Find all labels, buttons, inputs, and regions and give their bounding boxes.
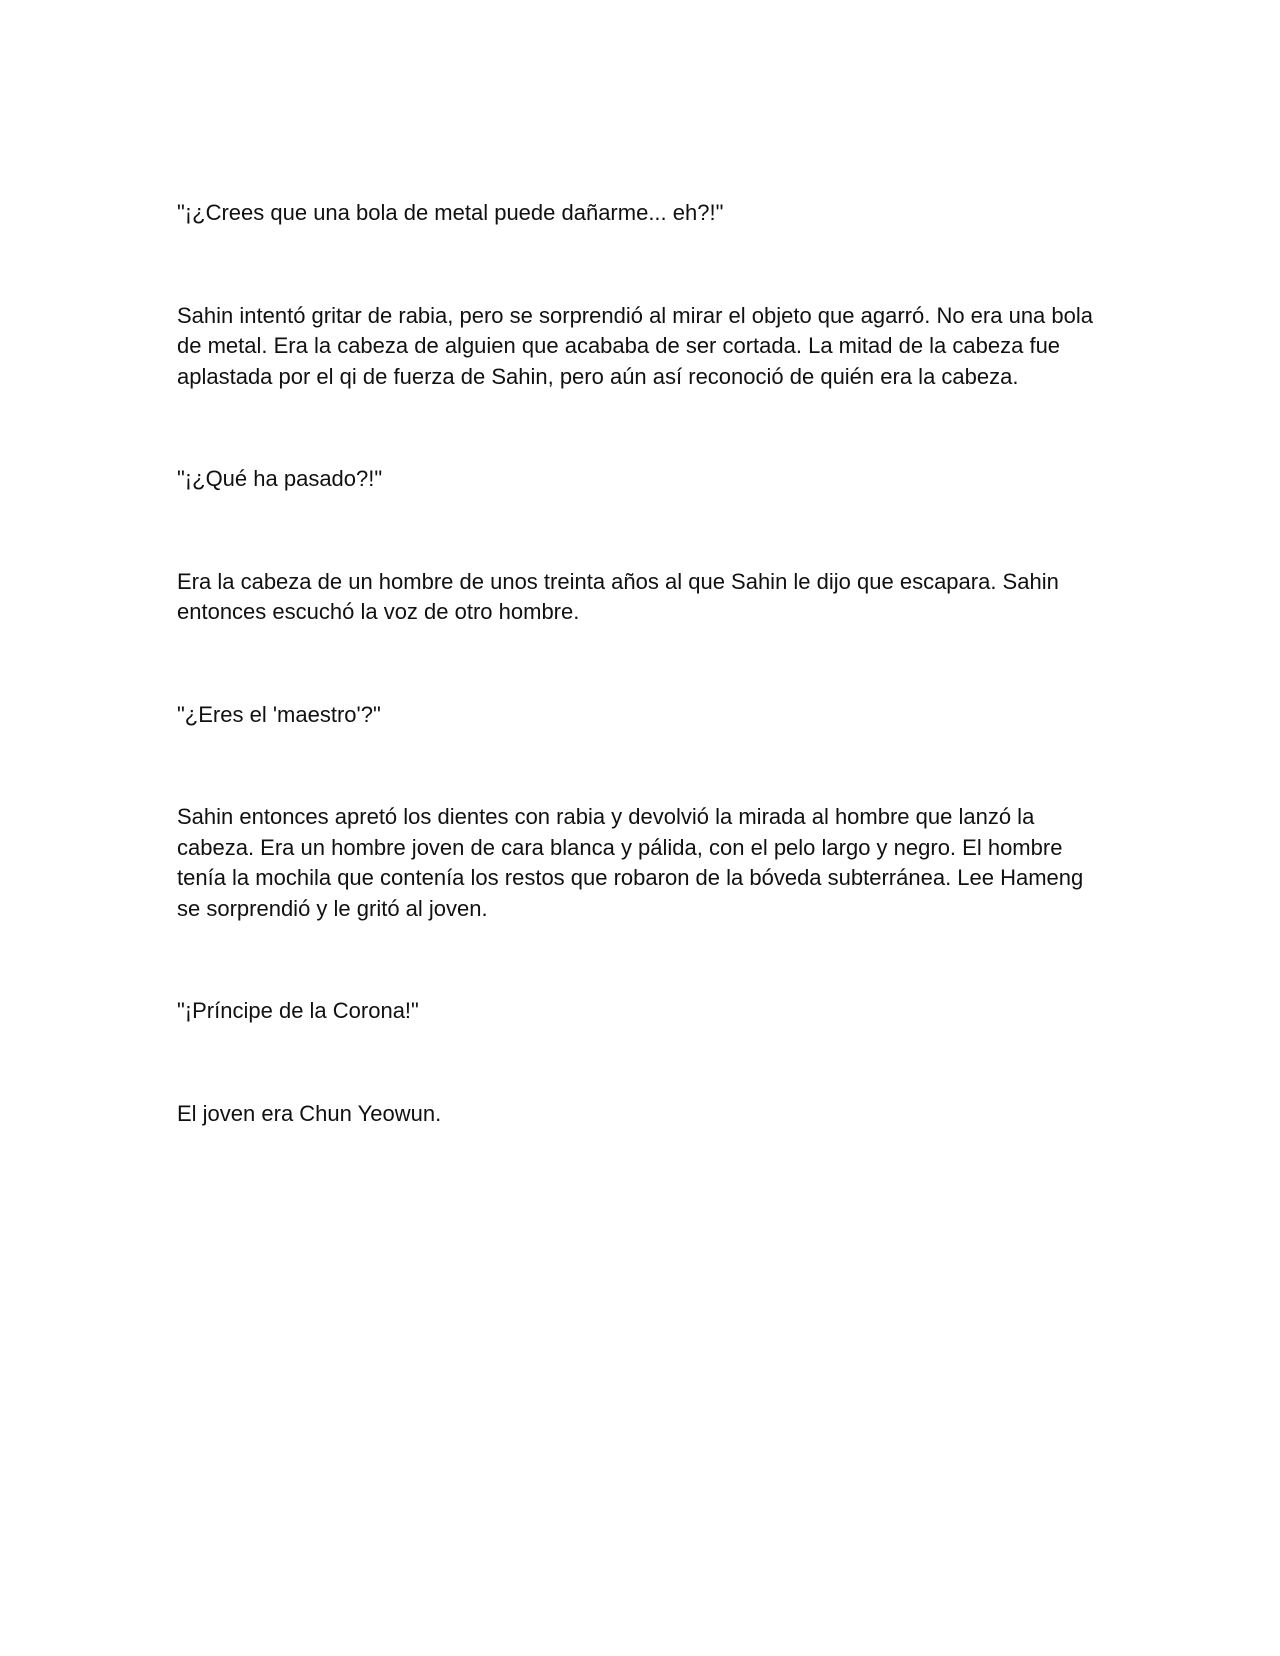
document-body <box>177 198 1107 1201</box>
dialogue-paragraph: "¿Eres el 'maestro'?" <box>177 701 381 727</box>
dialogue-paragraph: "¡Príncipe de la Corona!" <box>177 998 419 1023</box>
dialogue-paragraph: "¡¿Crees que una bola de metal puede dañarme... eh?!" <box>177 200 724 225</box>
dialogue-paragraph: "¡¿Qué ha pasado?!" <box>177 466 383 491</box>
narration-paragraph: El joven era Chun Yeowun. <box>177 1100 442 1126</box>
narration-paragraph: Era la cabeza de un hombre de unos treinta años al que Sahin le dijo que escapara. Sahin entonces escuchó la voz de otro hombre. <box>177 568 1059 624</box>
narration-paragraph: Sahin intentó gritar de rabia, pero se sorprendió al mirar el objeto que agarró. No era una bola de metal. Era la cabeza de alguien que acababa de ser cortada. La mitad de la cabeza fue aplastada por el qi de fuerza de Sahin, pero aún así reconoció de quién era la cabeza. <box>177 302 1093 389</box>
narration-paragraph: Sahin entonces apretó los dientes con rabia y devolvió la mirada al hombre que lanzó la cabeza. Era un hombre joven de cara blanca y pálida, con el pelo largo y negro. El hombre tenía la mochila que contenía los restos que robaron de la bóveda subterránea. Lee Hameng se sorprendió y le gritó al joven. <box>177 804 1084 921</box>
